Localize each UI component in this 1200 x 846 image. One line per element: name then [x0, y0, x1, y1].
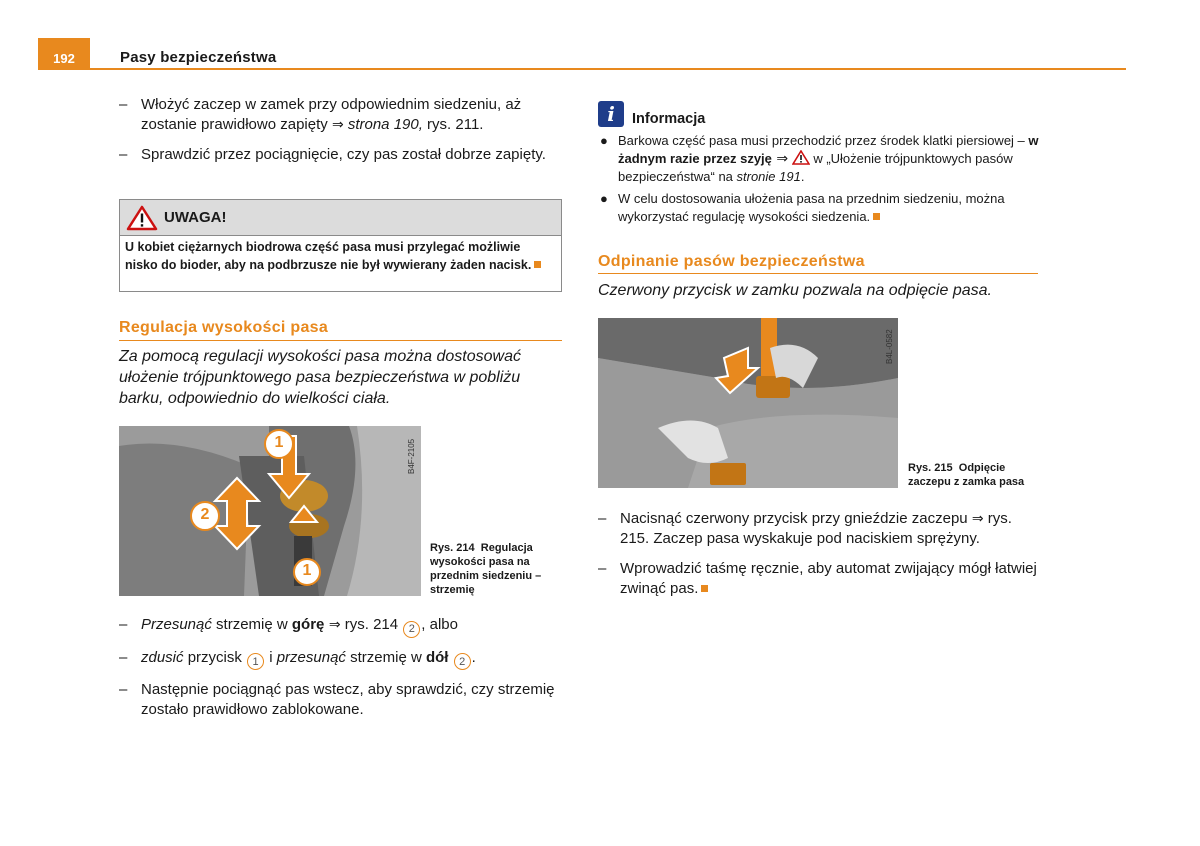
info-text: w „Ułożenie trójpunktowych pasów bezpieczeństwa“ na	[618, 151, 1013, 184]
figure-reference: rys. 211.	[422, 116, 484, 133]
list-dash: –	[119, 96, 128, 113]
list-dash: –	[119, 616, 128, 633]
list-item	[119, 648, 564, 671]
section-rule	[119, 340, 562, 341]
bullet-text: Sprawdzić przez pociągnięcie, czy pas został dobrze zapięty.	[141, 146, 546, 163]
info-title: Informacja	[632, 111, 706, 127]
bullet-dot: ●	[600, 191, 608, 206]
direction-down: dół	[425, 648, 449, 666]
chapter-title: Pasy bezpieczeństwa	[120, 49, 277, 66]
list-dash: –	[119, 648, 128, 666]
caption-number: Rys. 215	[908, 462, 953, 474]
caption-text: Odpięcie zaczepu z zamka pasa	[908, 462, 1025, 488]
section-intro: Za pomocą regulacji wysokości pasa można dostosować ułożenie trójpunktowego pasa bezpieczeństwa w pobliżu barku, odpowiednio do wielkości ciała.	[119, 348, 521, 407]
section-intro: Czerwony przycisk w zamku pozwala na odpięcie pasa.	[598, 282, 992, 299]
belt-height-illustration	[119, 426, 421, 596]
callout-2-icon: 2	[403, 621, 420, 638]
marker-2: 2	[200, 506, 210, 523]
warning-label: UWAGA!	[164, 209, 227, 226]
figure-code: B4F-2105	[407, 438, 416, 474]
list-dash: –	[598, 510, 607, 527]
marker-1-top: 1	[274, 434, 284, 451]
figure-215-image	[598, 318, 898, 488]
figure-215-caption	[908, 461, 1048, 489]
info-bold-text: w żadnym razie przez szyję	[618, 133, 1039, 166]
left-top-bullets	[119, 95, 564, 175]
callout-1-icon: 1	[247, 653, 264, 670]
callout-2-icon: 2	[454, 653, 471, 670]
bullet-dot: ●	[600, 133, 608, 148]
warning-text	[120, 236, 561, 276]
info-text: Barkowa część pasa musi przechodzić przez środek klatki piersiowej –	[618, 133, 1029, 148]
bullet-text	[448, 649, 452, 666]
list-dash: –	[598, 560, 607, 577]
header-rule	[38, 68, 1126, 70]
warning-body-text: U kobiet ciężarnych biodrowa część pasa musi przylegać możliwie nisko do bioder, aby na podbrzusze nie był wywierany żaden nacisk.	[125, 240, 532, 272]
bullet-text: , albo	[421, 616, 458, 633]
list-item	[119, 680, 564, 720]
verb-move: Przesunąć	[141, 616, 212, 633]
warning-triangle-icon	[792, 150, 810, 165]
bullet-text: Nacisnąć czerwony przycisk przy gnieździe zaczepu	[620, 510, 972, 527]
list-dash: –	[119, 146, 128, 163]
end-square-icon	[534, 261, 541, 268]
bullet-text: Wprowadzić taśmę ręcznie, aby automat zwijający mógł łatwiej zwinąć pas.	[620, 560, 1037, 597]
bullet-text: .	[471, 648, 476, 666]
info-icon: i	[598, 101, 624, 127]
bullet-text: strzemię w	[345, 648, 426, 666]
bullet-text: Następnie pociągnąć pas wstecz, aby sprawdzić, czy strzemię zostało prawidłowo zablokowane.	[141, 681, 555, 718]
info-text: W celu dostosowania ułożenia pasa na przednim siedzeniu, można wykorzystać regulację wysokości siedzenia.	[618, 191, 1005, 224]
end-square-icon	[873, 213, 880, 220]
info-item	[598, 190, 1043, 226]
warning-box	[119, 199, 562, 292]
direction-up: górę	[291, 616, 325, 633]
info-item	[598, 132, 1043, 186]
bullet-text: przycisk	[183, 648, 247, 666]
end-square-icon	[701, 585, 708, 592]
left-bottom-bullets	[119, 615, 564, 730]
warning-triangle-icon	[126, 205, 158, 231]
list-item	[119, 615, 564, 638]
bullet-text: strzemię w	[211, 616, 292, 633]
verb-press: zdusić	[141, 648, 184, 666]
section-title: Odpinanie pasów bezpieczeństwa	[598, 253, 865, 270]
warning-header	[120, 200, 561, 236]
figure-214-caption	[430, 541, 562, 597]
verb-move: przesunąć	[276, 648, 346, 666]
figure-reference: rys. 214	[340, 616, 403, 633]
marker-1-bottom: 1	[302, 562, 312, 579]
caption-text: Regulacja wysokości pasa na przednim siedzeniu – strzemię	[430, 542, 542, 596]
figure-214-image	[119, 426, 421, 596]
page-number: 192	[38, 38, 90, 70]
arrow-ref-icon: ⇒	[331, 117, 344, 133]
info-list	[598, 132, 1043, 230]
bullet-text: i	[265, 648, 277, 666]
list-dash: –	[119, 681, 128, 698]
arrow-ref-icon: ⇒	[971, 511, 984, 527]
figure-code: B4L-0582	[885, 329, 894, 364]
right-bottom-bullets	[598, 509, 1043, 609]
bullet-text: Włożyć zaczep w zamek przy odpowiednim siedzeniu, aż zostanie prawidłowo zapięty	[141, 96, 522, 133]
list-item	[598, 559, 1043, 599]
section-title: Regulacja wysokości pasa	[119, 319, 329, 336]
section-rule	[598, 273, 1038, 274]
list-item	[119, 95, 564, 135]
caption-number: Rys. 214	[430, 542, 475, 554]
info-text: .	[800, 169, 805, 184]
arrow-ref-icon: ⇒	[771, 151, 789, 167]
belt-release-illustration	[598, 318, 898, 488]
list-item	[119, 145, 564, 165]
page-reference: strona 190,	[343, 116, 423, 133]
arrow-ref-icon: ⇒	[324, 617, 341, 633]
page-reference: stronie 191	[736, 169, 801, 184]
list-item	[598, 509, 1043, 549]
bullet-text: rys. 215. Zaczep pasa wyskakuje pod naciskiem sprężyny.	[620, 510, 1012, 547]
